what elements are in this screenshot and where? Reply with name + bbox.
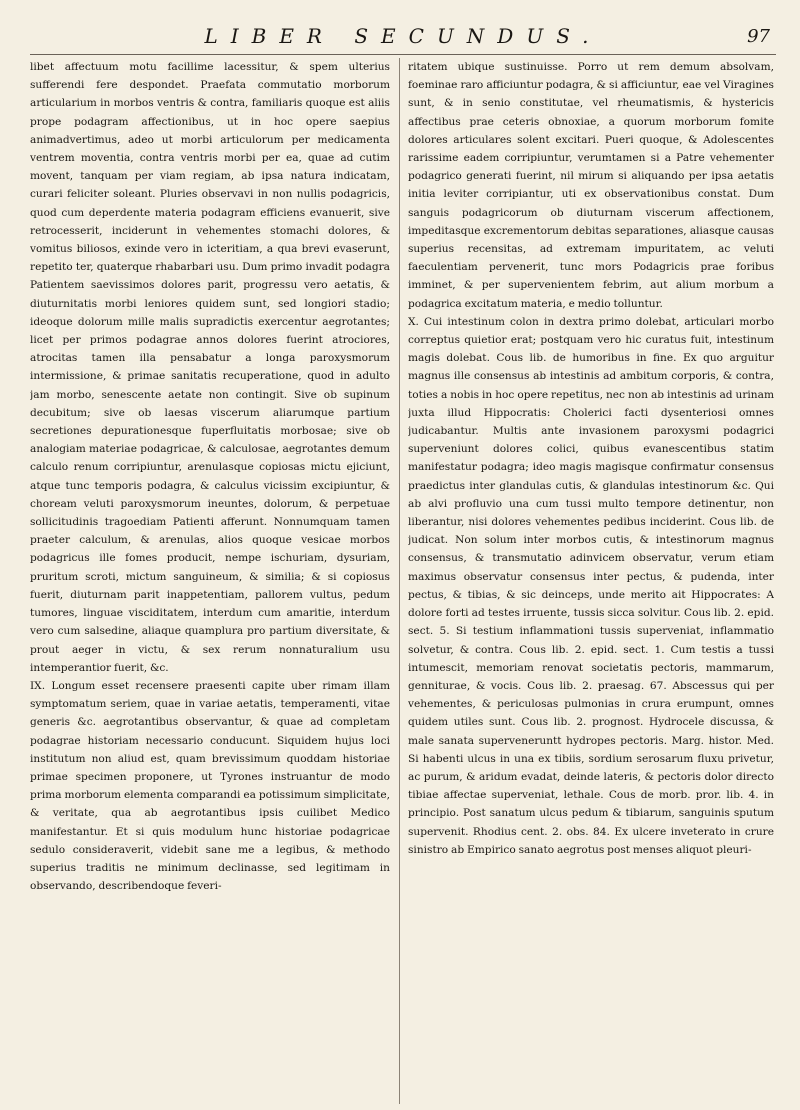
right-paragraph-2: X. Cui intestinum colon in dextra primo dolebat, articulari morbo correptus quietior erat; postquam vero hic curatus fuit, intestinum magis dolebat. Cous lib. de humoribus in fine. Ex quo arguitur magnus ille consensus ab intestinis ad ambitum corporis, & contra, toties a nobis in hoc opere repetitus, nec non ab intestinis ad urinam juxta illud Hippocratis: Cholerici facti dysenteriosi omnes judicabantur. Multis ante invasionem paroxysmi podagrici superveniunt dolores colici, quibus evanescentibus statim manifestatur podagra; ideo magis magisque confirmatur consensus praedictus inter glandulas cutis, & glandulas intestinorum &c. Qui ab alvi profluvio una cum tussi multo tempore detinentur, non liberantur, nisi dolores vehementes pedibus inciderint. Cous lib. de judicat. Non solum inter morbos cutis, & intestinorum magnus consensus, & transmutatio adinvicem observatur, verum etiam maximus observatur consensus inter pectus, & pudenda, inter pectus, & tibias, & sic deinceps, unde merito ait Hippocrates: A dolore forti ad testes irruente, tussis sicca solvitur. Cous lib. 2. epid. sect. 5. Si testium inflammationi tussis superveniat, inflammatio solvetur, & contra. Cous lib. 2. epid. sect. 1. Cum testis a tussi intumescit, memoriam renovat societatis pectoris, mammarum, genniturae, & vocis. Cous lib. 2. praesag. 67. Abscessus qui per vehementes, & periculosas pulmonias in crura erumpunt, omnes quidem utiles sunt. Cous lib. 2. prognost. Hydrocele discussa, & male sanata superveneruntt hydropes pectoris. Marg. histor. Med. Si habenti ulcus in una ex tibiis, sordium serosarum fluxu privetur, ac purum, & aridum evadat, deinde lateris, & pectoris dolor directo tibiae affectae superveniat, lethale. Cous de morb. pror. lib. 4. in principio. Post sanatum ulcus pedum & tibiarum, sanguinis sputum supervenit. Rhodius cent. 2. obs. 84. Ex ulcere inveterato in crure sinistro ab Empirico sanato aegrotus post menses aliquot pleuri- [408,315,774,856]
right-column [408,58,774,1104]
right-paragraph-1: ritatem ubique sustinuisse. Porro ut rem demum absolvam, foeminae raro afficiuntur podagra, & si afficiuntur, eae vel Viragines sunt, & in senio constitutae, vel rheumatismis, & hystericis affectibus prae ceteris obnoxiae, a quorum morborum fomite dolores articulares solent excitari. Pueri quoque, & Adolescentes rarissime eadem corripiuntur, verumtamen si a Patre vehementer podagrico generati fuerint, nil mirum si aliquando per ipsa aetatis initia leviter corripiantur, uti ex observationibus constat. Dum sanguis podagricorum ob diuturnam viscerum affectionem, impeditasque excrementorum debitas separationes, aliasque causas superius recensitas, ad extremam impuritatem, ac veluti faeculentiam pervenerit, tunc mors Podagricis prae foribus imminet, & per supervenientem febrim, aut alium morbum a podagrica excitatum materia, e medio tolluntur. [408,61,774,310]
header-rule [30,54,776,55]
column-divider [399,58,400,1104]
text-columns [30,58,776,1104]
page-header [30,24,776,58]
page-number: 97 [747,26,770,47]
running-head: LIBER SECUNDUS. [204,24,602,48]
left-paragraph-1: libet affectuum motu facillime lacessitur, & spem ulterius sufferendi fere despondet. Praefata commutatio morborum articularium in morbos ventris & contra, familiaris quoque est aliis prope podagram affectionibus, ut in hoc opere saepius animadvertimus, adeo ut morbi articulorum per medicamenta ventrem moventia, contra ventris morbi per ea, quae ad cutim movent, tanquam per viam regiam, ab ipsa natura indicatam, curari feliciter soleant. Pluries observavi in non nullis podagricis, quod cum deperdente materia podagram efficiens evanuerit, sive retrocesserit, inciderunt in vehementes stomachi dolores, & vomitus biliosos, exinde vero in icteritiam, a qua brevi evaserunt, repetito ter, quaterque rhabarbari usu. Dum primo invadit podagra Patientem saevissimos dolores parit, progressu vero aetatis, & diuturnitatis morbi leniores quidem sunt, sed longiori stadio; ideoque dolorum mille malis supradictis exercentur aegrotantes; licet per primos podagrae annos dolores fuerint atrociores, atrocitas tamen illa pensabatur a longa paroxysmorum intermissione, & primae sanitatis recuperatione, quod in adulto jam morbo, senescente aetate non contingit. Sive ob supinum decubitum; sive ob laesas viscerum aliarumque partium secretiones depurationesque fuperfluitatis morbosae; sive ob analogiam materiae podagricae, & calculosae, aegrotantes demum calculo renum corripiuntur, arenulasque copiosas mictu ejiciunt, atque tunc temporis podagra, & calculus vicissim excipiuntur, & choream veluti paroxysmorum ineuntes, dolorum, & perpetuae sollicitudinis tragoediam Patienti afferunt. Nonnumquam tamen praeter calculum, & arenulas, alios quoque vesicae morbos podagricus ille fomes producit, nempe ischuriam, dysuriam, pruritum scroti, mictum sanguineum, & similia; & si copiosus fuerit, diuturnam parit inappetentiam, pallorem vultus, pedum tumores, linguae visciditatem, interdum cum amaritie, interdum vero cum salsedine, aliaque quamplura pro partium diversitate, & prout aeger in victu, & sex rerum nonnaturalium usu intemperantior fuerit, &c. [30,61,390,674]
left-column [30,58,390,1104]
left-paragraph-2: IX. Longum esset recensere praesenti capite uber rimam illam symptomatum seriem, quae in variae aetatis, temperamenti, vitae generis &c. aegrotantibus observantur, & quae ad completam podagrae historiam necessario conducunt. Siquidem hujus loci institutum non aliud est, quam brevissimum quoddam historiae primae specimen proponere, ut Tyrones instruantur de modo prima morborum elementa comparandi ea potissimum simplicitate, & veritate, qua ab aegrotantibus ipsis cuilibet Medico manifestantur. Et si quis modulum hunc historiae podagricae sedulo consideraverit, videbit sane me a legibus, & methodo superius traditis ne minimum declinasse, sed legitimam in observando, describendoque feveri- [30,679,390,893]
